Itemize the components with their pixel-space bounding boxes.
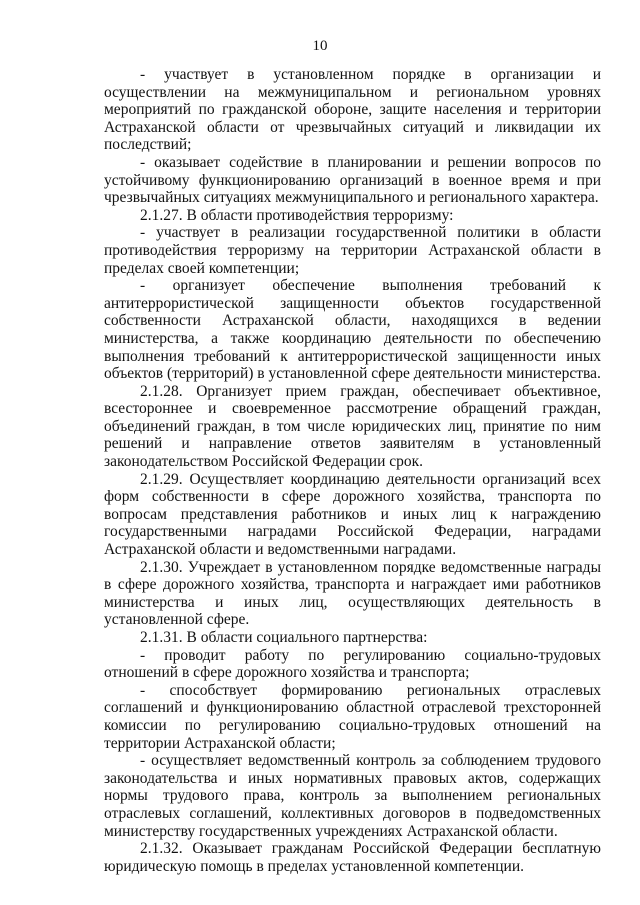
paragraph: - способствует формированию региональных отраслевых соглашений и функционированию областной отраслевой трехсторонней комиссии по регулированию социально-трудовых отношений на территории Астраханской области; <box>104 681 601 752</box>
paragraph: - проводит работу по регулированию социально-трудовых отношений в сфере дорожного хозяйства и транспорта; <box>104 646 601 682</box>
paragraph: 2.1.29. Осуществляет координацию деятельности организаций всех форм собственности в сфере дорожного хозяйства, транспорта по вопросам представления работников и иных лиц к награждению государственными наградами Российской Федерации, наградами Астраханской области и ведомственными наградами. <box>104 470 601 559</box>
paragraph: 2.1.30. Учреждает в установленном порядке ведомственные награды в сфере дорожного хозяйства, транспорта и награждает ими работников министерства и иных лиц, осуществляющих деятельность в установленной сфере. <box>104 558 601 629</box>
paragraph: - оказывает содействие в планировании и решении вопросов по устойчивому функционированию организаций в военное время и при чрезвычайных ситуациях межмуниципального и регионального характера. <box>104 153 601 207</box>
paragraph: 2.1.28. Организует прием граждан, обеспечивает объективное, всестороннее и своевременное рассмотрение обращений граждан, объединений граждан, в том числе юридических лиц, принятие по ним решений и направление ответов заявителям в установленный законодательством Российской Федерации срок. <box>104 382 601 471</box>
paragraph: 2.1.27. В области противодействия терроризму: <box>140 206 454 224</box>
paragraph: - участвует в установленном порядке в организации и осуществлении на межмуниципальном и региональном уровнях мероприятий по гражданской обороне, защите населения и территории Астраханской области от чрезвычайных ситуаций и ликвидации их последствий; <box>104 66 601 154</box>
paragraph: 2.1.31. В области социального партнерства: <box>140 629 428 646</box>
document-body <box>104 66 601 875</box>
page-number: 10 <box>312 38 328 54</box>
paragraph: - организует обеспечение выполнения требований к антитеррористической защищенности объектов государственной собственности Астраханской области, находящихся в ведении министерства, а также координацию деятельности по обеспечению выполнения требований к антитеррористической защищенности иных объектов (территорий) в установленной сфере деятельности министерства. <box>104 277 601 383</box>
paragraph: - участвует в реализации государственной политики в области противодействия терроризму на территории Астраханской области в пределах своей компетенции; <box>104 224 601 277</box>
paragraph: 2.1.32. Оказывает гражданам Российской Федерации бесплатную юридическую помощь в пределах установленной компетенции. <box>104 840 601 875</box>
paragraph: - осуществляет ведомственный контроль за соблюдением трудового законодательства и иных нормативных правовых актов, содержащих нормы трудового права, контроль за выполнением региональных отраслевых соглашений, коллективных договоров в подведомственных министерству государственных учреждениях Астраханской области. <box>104 752 601 840</box>
